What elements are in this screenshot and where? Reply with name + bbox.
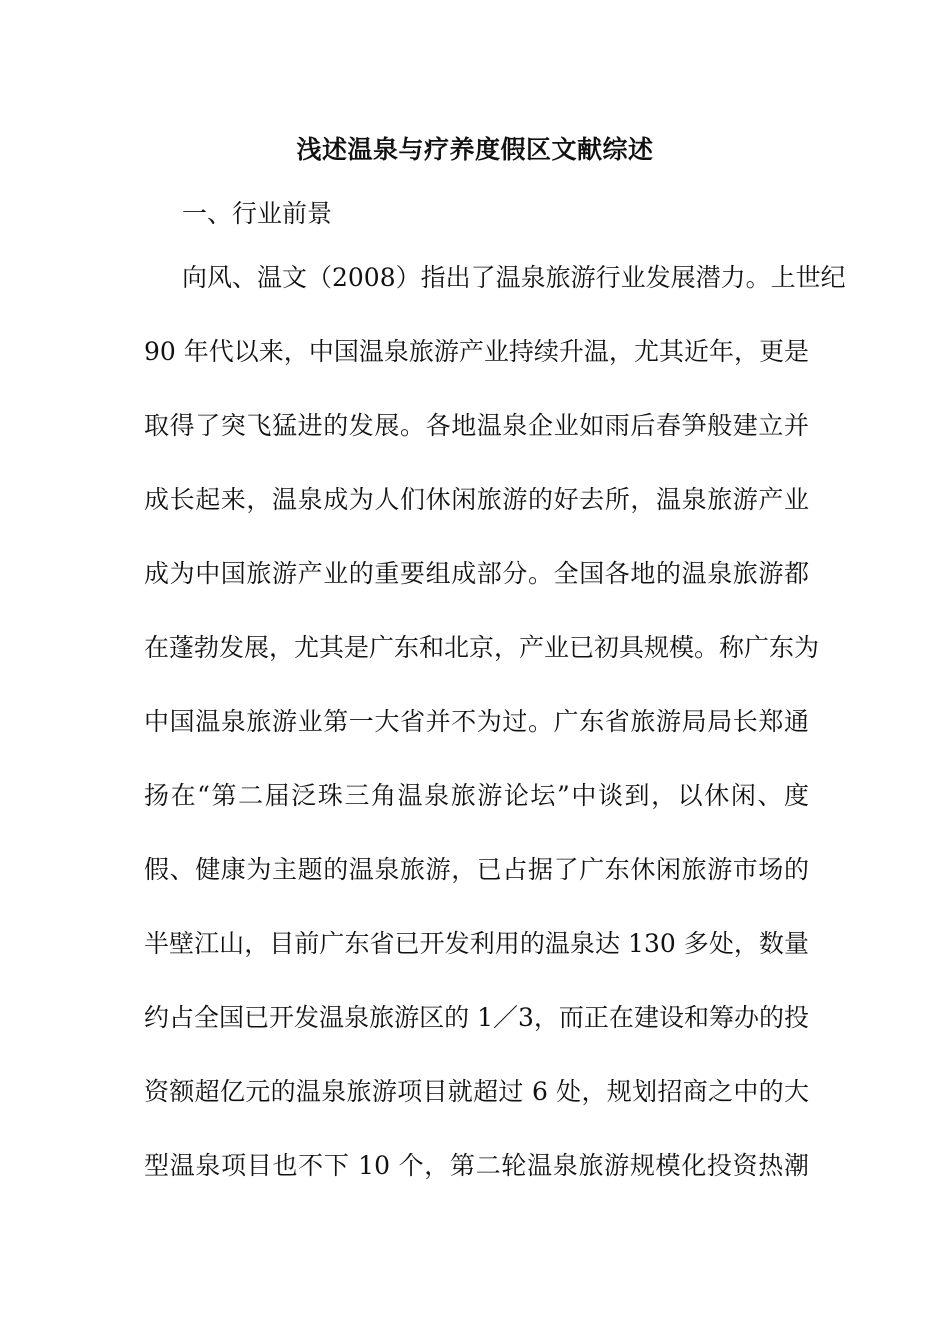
paragraph-line: 扬在“第二届泛珠三角温泉旅游论坛”中谈到，以休闲、度 — [144, 781, 809, 810]
paragraph-line: 假、健康为主题的温泉旅游，已占据了广东休闲旅游市场的 — [144, 855, 809, 884]
paragraph-line: 成长起来，温泉成为人们休闲旅游的好去所，温泉旅游产业 — [144, 485, 809, 514]
paragraph-line: 向风、温文（2008）指出了温泉旅游行业发展潜力。上世纪 — [182, 263, 846, 292]
paragraph-line: 90 年代以来，中国温泉旅游产业持续升温，尤其近年，更是 — [144, 337, 809, 366]
paragraph-line: 资额超亿元的温泉旅游项目就超过 6 处，规划招商之中的大 — [144, 1077, 809, 1106]
paragraph-line: 成为中国旅游产业的重要组成部分。全国各地的温泉旅游都 — [144, 559, 809, 588]
paragraph-line: 中国温泉旅游业第一大省并不为过。广东省旅游局局长郑通 — [144, 707, 809, 736]
section-heading: 一、行业前景 — [182, 199, 333, 228]
paragraph-line: 在蓬勃发展，尤其是广东和北京，产业已初具规模。称广东为 — [144, 633, 820, 662]
document-title: 浅述温泉与疗养度假区文献综述 — [296, 135, 654, 164]
paragraph-line: 半壁江山，目前广东省已开发利用的温泉达 130 多处，数量 — [144, 929, 809, 958]
paragraph-line: 型温泉项目也不下 10 个，第二轮温泉旅游规模化投资热潮 — [144, 1151, 809, 1180]
paragraph-line: 约占全国已开发温泉旅游区的 1／3，而正在建设和筹办的投 — [144, 1003, 809, 1032]
paragraph-line: 取得了突飞猛进的发展。各地温泉企业如雨后春笋般建立并 — [144, 411, 809, 440]
